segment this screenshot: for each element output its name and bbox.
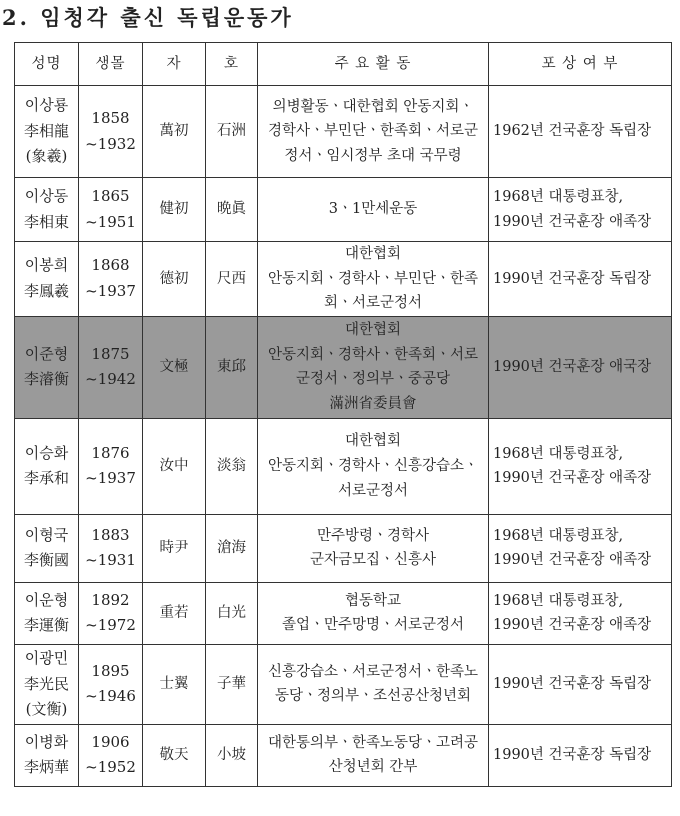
cell-awards-line: 1990년 건국훈장 애국장 [493, 359, 652, 376]
col-header-awards: 포 상 여 부 [489, 43, 672, 86]
cell-years [79, 242, 143, 317]
cell-activities [258, 418, 489, 514]
cell-name-line: 이상동 [24, 187, 69, 205]
cell-name-line: 이운형 [24, 590, 69, 609]
cell-activities [258, 582, 489, 644]
cell-ja: 時尹 [143, 514, 206, 582]
cell-name-line: 이승화 [24, 443, 69, 462]
cell-years-line: ~1937 [85, 281, 136, 300]
cell-years-line: ~1937 [85, 469, 136, 488]
cell-name-line: 李炳華 [23, 758, 69, 777]
page-heading: 2. 임청각 출신 독립운동가 [2, 5, 294, 30]
cell-awards-line: 1990년 건국훈장 애족장 [493, 470, 652, 487]
cell-activities [258, 242, 489, 317]
cell-name-line: 이준형 [24, 344, 69, 363]
cell-activities [258, 86, 489, 178]
cell-name [15, 514, 79, 582]
cell-awards [489, 242, 672, 317]
cell-awards-line: 1990년 건국훈장 애족장 [493, 552, 652, 569]
cell-awards [489, 178, 672, 242]
cell-awards-line: 1990년 건국훈장 독립장 [493, 270, 652, 287]
cell-years [79, 582, 143, 644]
cell-awards [489, 724, 672, 786]
cell-name-line: 李鳳羲 [23, 281, 69, 300]
cell-activities [258, 724, 489, 786]
cell-years-line: ~1951 [85, 212, 136, 231]
cell-years-line: ~1952 [85, 758, 136, 777]
table-row [15, 644, 672, 724]
cell-name [15, 178, 79, 242]
cell-awards-line: 1990년 건국훈장 애족장 [493, 617, 652, 634]
cell-years [79, 514, 143, 582]
cell-activities [258, 644, 489, 724]
table-row [15, 418, 672, 514]
table-row [15, 582, 672, 644]
cell-activities-line: 군자금모집ㆍ신흥사 [309, 552, 437, 569]
cell-activities-line: 경학사ㆍ부민단ㆍ한족회ㆍ서로군 [267, 123, 479, 140]
cell-ja: 敬天 [143, 724, 206, 786]
cell-years-line: ~1946 [85, 687, 136, 706]
cell-name [15, 644, 79, 724]
cell-activities-line: 대한협회 [344, 433, 402, 450]
cell-awards [489, 418, 672, 514]
cell-awards-line: 1968년 대통령표창, [493, 527, 624, 544]
cell-years-line: 1875 [91, 344, 130, 363]
cell-awards-line: 1968년 대통령표창, [493, 188, 624, 205]
col-header-ho: 호 [206, 43, 258, 86]
cell-years-line: 1868 [91, 256, 130, 275]
table-row [15, 514, 672, 582]
col-header-activities: 주 요 활 동 [258, 43, 489, 86]
cell-activities-line: 대한협회 [344, 322, 402, 339]
independence-activists-table [14, 42, 672, 787]
cell-name-line: 李光民 [23, 674, 69, 693]
cell-awards [489, 582, 672, 644]
cell-name [15, 316, 79, 418]
cell-name-line: 이상룡 [24, 96, 69, 115]
cell-ja: 健初 [143, 178, 206, 242]
cell-years-line: ~1932 [85, 134, 136, 153]
cell-ho: 尺西 [206, 242, 258, 317]
cell-activities-line: 군정서ㆍ정의부ㆍ중공당 [295, 371, 451, 388]
cell-years-line: 1858 [91, 109, 130, 127]
table-row [15, 86, 672, 178]
cell-activities-line: 동당ㆍ정의부ㆍ조선공산청년회 [274, 688, 472, 705]
cell-activities-line: 서로군정서 [337, 482, 409, 499]
cell-years-line: 1906 [91, 732, 130, 751]
cell-ja: 文極 [143, 316, 206, 418]
cell-name-line: 이광민 [24, 649, 69, 668]
cell-awards-line: 1968년 대통령표창, [493, 592, 624, 609]
cell-ho: 白光 [206, 582, 258, 644]
cell-years [79, 86, 143, 178]
table-row [15, 724, 672, 786]
cell-awards-line: 1990년 건국훈장 독립장 [493, 676, 652, 693]
cell-name [15, 242, 79, 317]
cell-name [15, 86, 79, 178]
cell-awards [489, 514, 672, 582]
cell-awards [489, 86, 672, 178]
cell-activities [258, 316, 489, 418]
cell-years-line: 1883 [91, 525, 130, 544]
cell-ja: 萬初 [143, 86, 206, 178]
cell-awards-line: 1962년 건국훈장 독립장 [493, 123, 652, 140]
cell-name [15, 724, 79, 786]
cell-activities-line: 신흥강습소ㆍ서로군정서ㆍ한족노 [267, 663, 479, 680]
cell-ho: 子華 [206, 644, 258, 724]
cell-activities-line: 협동학교 [344, 592, 402, 609]
cell-ho: 晩眞 [206, 178, 258, 242]
cell-years-line: 1895 [91, 661, 130, 680]
cell-years-line: ~1931 [85, 551, 136, 570]
cell-activities-line: 의병활동ㆍ대한협회 안동지회ㆍ [272, 98, 474, 115]
cell-activities [258, 178, 489, 242]
cell-awards [489, 644, 672, 724]
cell-name-line: 李運衡 [23, 616, 69, 635]
table-row [15, 242, 672, 317]
cell-ja: 汝中 [143, 418, 206, 514]
cell-activities-line: 만주방령ㆍ경학사 [316, 527, 430, 544]
cell-activities-line: 안동지회ㆍ경학사ㆍ한족회ㆍ서로 [267, 346, 479, 363]
cell-years [79, 418, 143, 514]
cell-years [79, 724, 143, 786]
cell-activities-line: 정서ㆍ임시정부 초대 국무령 [284, 147, 462, 164]
cell-years-line: 1892 [91, 590, 130, 609]
cell-activities-line: 滿洲省委員會 [329, 396, 417, 413]
cell-name-line: 이형국 [24, 525, 69, 544]
table-header-row [15, 43, 672, 86]
cell-awards-line: 1968년 대통령표창, [493, 445, 624, 462]
cell-awards [489, 316, 672, 418]
cell-years-line: ~1942 [85, 370, 136, 389]
cell-name-line: (象羲) [25, 147, 68, 166]
cell-activities-line: 대한통의부ㆍ한족노동당ㆍ고려공 [267, 734, 479, 751]
cell-activities-line: 3ㆍ1만세운동 [328, 201, 418, 218]
cell-awards-line: 1990년 건국훈장 애족장 [493, 213, 652, 230]
cell-name-line: (文衡) [25, 700, 68, 719]
cell-activities [258, 514, 489, 582]
col-header-name: 성명 [15, 43, 79, 86]
cell-ho: 滄海 [206, 514, 258, 582]
cell-activities-line: 졸업ㆍ만주망명ㆍ서로군정서 [281, 617, 465, 634]
cell-activities-line: 대한협회 [344, 246, 402, 262]
cell-name [15, 418, 79, 514]
cell-name-line: 李承和 [23, 469, 69, 488]
cell-years [79, 644, 143, 724]
col-header-years: 생몰 [79, 43, 143, 86]
cell-name-line: 李相東 [23, 212, 69, 231]
cell-ja: 德初 [143, 242, 206, 317]
cell-ja: 重若 [143, 582, 206, 644]
cell-ho: 淡翁 [206, 418, 258, 514]
table-row [15, 178, 672, 242]
cell-name-line: 이병화 [24, 732, 69, 751]
cell-years-line: ~1972 [85, 616, 136, 635]
cell-ho: 石洲 [206, 86, 258, 178]
cell-years-line: 1865 [91, 187, 130, 205]
cell-activities-line: 산청년회 간부 [328, 759, 418, 776]
cell-name-line: 李濬衡 [23, 370, 69, 389]
cell-name-line: 李衡國 [23, 551, 69, 570]
cell-awards-line: 1990년 건국훈장 독립장 [493, 747, 652, 764]
cell-years [79, 316, 143, 418]
cell-ho: 小坡 [206, 724, 258, 786]
cell-years [79, 178, 143, 242]
cell-activities-line: 회ㆍ서로군정서 [323, 295, 423, 312]
cell-ja: 士翼 [143, 644, 206, 724]
cell-ho: 東邱 [206, 316, 258, 418]
table-row [15, 316, 672, 418]
cell-name-line: 이봉희 [24, 256, 69, 275]
cell-activities-line: 안동지회ㆍ경학사ㆍ신흥강습소ㆍ [267, 458, 479, 475]
cell-activities-line: 안동지회ㆍ경학사ㆍ부민단ㆍ한족 [267, 270, 479, 287]
col-header-ja: 자 [143, 43, 206, 86]
cell-name [15, 582, 79, 644]
cell-name-line: 李相龍 [23, 121, 69, 140]
cell-years-line: 1876 [91, 443, 130, 462]
